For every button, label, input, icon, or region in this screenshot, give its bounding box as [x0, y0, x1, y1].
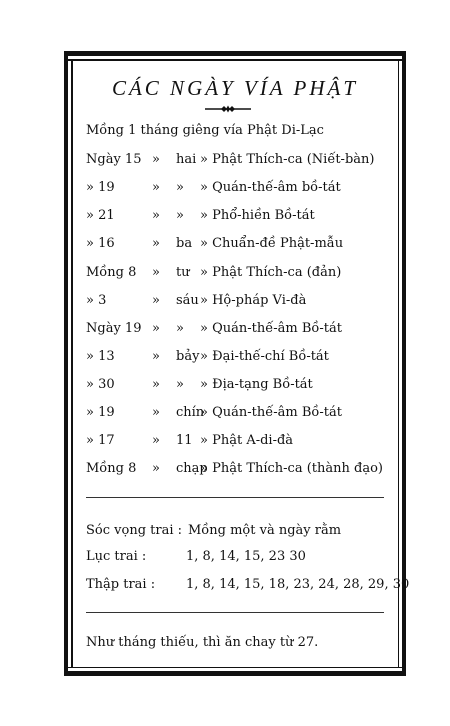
border-top-thick — [64, 51, 406, 56]
fasting-label: Lục trai : — [86, 549, 147, 564]
month-cell: ba — [176, 236, 193, 251]
intro-text: Mồng 1 tháng giêng vía Phật Di-Lạc — [86, 123, 324, 138]
fasting-value: 1, 8, 14, 15, 23 30 — [186, 549, 306, 564]
list-item — [86, 377, 406, 399]
day-cell: » 19 — [86, 405, 115, 420]
month-cell: chạp — [176, 461, 208, 476]
border-left-thick — [64, 51, 68, 676]
buddha-cell: » Phật Thích-ca (đản) — [200, 265, 342, 280]
day-cell: Mồng 8 — [86, 265, 137, 280]
buddha-cell: » Quán-thế-âm Bồ-tát — [200, 321, 342, 336]
buddha-cell: » Phật Thích-ca (thành đạo) — [200, 461, 383, 476]
buddha-cell: » Quán-thế-âm Bồ-tát — [200, 405, 342, 420]
month-cell: 11 — [176, 433, 193, 448]
ditto-cell: » — [152, 405, 160, 420]
page-title: CÁC NGÀY VÍA PHẬT — [111, 76, 359, 100]
list-item — [86, 152, 406, 174]
fasting-label: Sóc vọng trai : — [86, 523, 183, 538]
divider — [86, 612, 384, 613]
month-cell: » — [176, 208, 184, 223]
month-cell: » — [176, 180, 184, 195]
ditto-cell: » — [152, 293, 160, 308]
ditto-cell: » — [152, 321, 160, 336]
buddha-cell: » Phật Thích-ca (Niết-bàn) — [200, 152, 375, 167]
month-cell: sáu — [176, 293, 199, 308]
buddha-cell: » Địa-tạng Bồ-tát — [200, 377, 313, 392]
ditto-cell: » — [152, 461, 160, 476]
list-item — [86, 349, 406, 371]
day-cell: Mồng 8 — [86, 461, 137, 476]
buddha-cell: » Chuẩn-đề Phật-mẫu — [200, 236, 344, 251]
day-cell: » 17 — [86, 433, 115, 448]
month-cell: hai — [176, 152, 197, 167]
list-item — [86, 236, 406, 258]
ditto-cell: » — [152, 208, 160, 223]
buddha-cell: » Quán-thế-âm bồ-tát — [200, 180, 341, 195]
ditto-cell: » — [152, 433, 160, 448]
day-cell: » 30 — [86, 377, 115, 392]
list-item — [86, 293, 406, 315]
buddha-cell: » Đại-thế-chí Bồ-tát — [200, 349, 329, 364]
border-bottom-thin — [68, 667, 402, 669]
border-left-thin — [71, 59, 73, 668]
day-cell: Ngày 19 — [86, 321, 142, 336]
list-item — [86, 265, 406, 287]
day-cell: » 21 — [86, 208, 115, 223]
list-item — [86, 180, 406, 202]
ditto-cell: » — [152, 265, 160, 280]
month-cell: » — [176, 377, 184, 392]
day-cell: » 13 — [86, 349, 115, 364]
month-cell: » — [176, 321, 184, 336]
month-cell: chín — [176, 405, 205, 420]
ditto-cell: » — [152, 152, 160, 167]
ditto-cell: » — [152, 377, 160, 392]
day-cell: » 3 — [86, 293, 107, 308]
divider — [86, 497, 384, 498]
footer-note: Như tháng thiếu, thì ăn chay từ 27. — [86, 635, 319, 650]
fasting-value: 1, 8, 14, 15, 18, 23, 24, 28, 29, 30 — [186, 577, 410, 592]
buddha-cell: » Phật A-di-đà — [200, 433, 294, 448]
ditto-cell: » — [152, 236, 160, 251]
list-item — [86, 405, 406, 427]
border-bottom-thick — [64, 671, 406, 676]
ditto-cell: » — [152, 180, 160, 195]
buddha-cell: » Phổ-hiền Bồ-tát — [200, 208, 315, 223]
month-cell: tư — [176, 265, 190, 280]
day-cell: Ngày 15 — [86, 152, 142, 167]
ornament-divider — [203, 104, 253, 114]
list-item — [86, 433, 406, 455]
intro-line — [86, 123, 406, 145]
fasting-value: Mồng một và ngày rằm — [188, 523, 342, 538]
day-cell: » 16 — [86, 236, 115, 251]
list-item — [86, 461, 406, 483]
day-cell: » 19 — [86, 180, 115, 195]
fasting-label: Thập trai : — [86, 577, 156, 592]
list-item — [86, 321, 406, 343]
buddha-cell: » Hộ-pháp Vi-đà — [200, 293, 307, 308]
ditto-cell: » — [152, 349, 160, 364]
list-item — [86, 208, 406, 230]
month-cell: bảy — [176, 349, 200, 364]
border-top-thin — [68, 59, 402, 61]
